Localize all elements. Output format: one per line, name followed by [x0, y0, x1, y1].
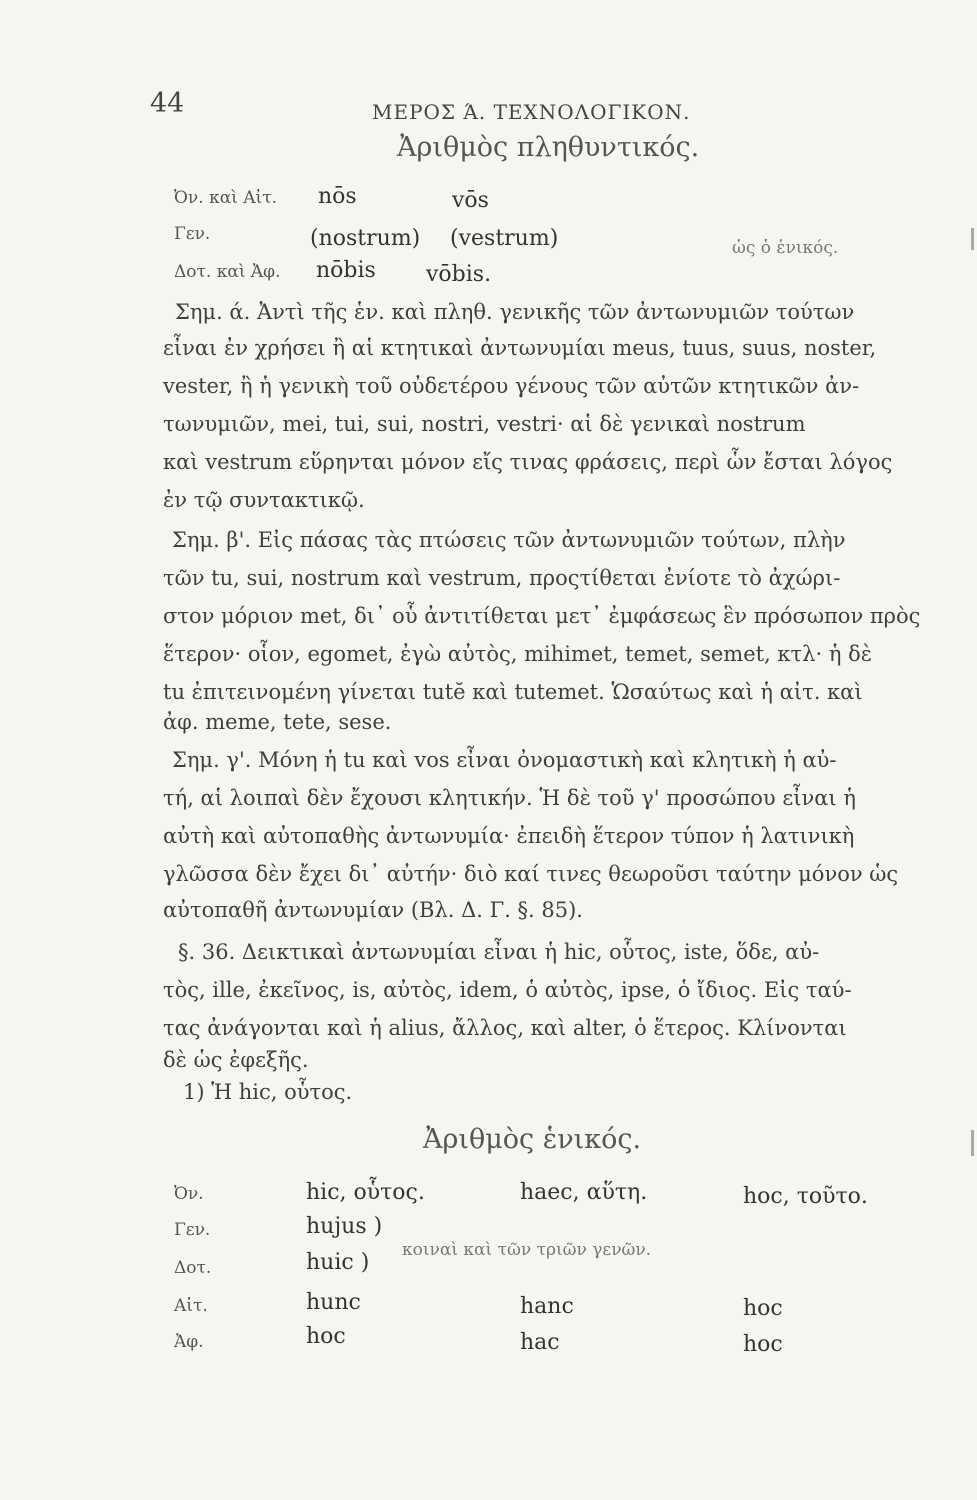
form-masculine: hujus ) [306, 1214, 383, 1239]
form-first-person: (nostrum) [310, 226, 421, 251]
note-line: στον μόριον met, δι᾽ οὗ ἀντιτίθεται μετ᾽ ἐμφάσεως ἓν πρόσωπον πρὸς [163, 604, 921, 628]
note-line: tu ἐπιτεινομένη γίνεται tutĕ καὶ tutemet. Ὡσαύτως καὶ ἡ αἰτ. καὶ [163, 680, 863, 704]
note-line: ἀφ. meme, tete, sese. [163, 710, 392, 734]
page-number: 44 [150, 88, 185, 119]
section-36-line: τὸς, ille, ἐκεῖνος, is, αὐτὸς, idem, ὁ αὐτὸς, ipse, ὁ ἴδιος. Εἰς ταύ- [163, 978, 852, 1002]
section-36-line: δὲ ὡς ἐφεξῆς. [163, 1048, 309, 1072]
case-label: Ὀν. [174, 1184, 204, 1204]
case-label: Ὀν. καὶ Αἰτ. [174, 188, 278, 208]
note-line: τή, αἱ λοιπαὶ δὲν ἔχουσι κλητικήν. Ἡ δὲ τοῦ γ' προσώπου εἶναι ἡ [163, 786, 856, 810]
case-label: Γεν. [174, 1220, 211, 1240]
note-line: αὐτὴ καὶ αὐτοπαθὴς ἀντωνυμία· ἐπειδὴ ἕτερον τύπον ἡ λατινικὴ [163, 824, 855, 848]
note-line: τῶν tu, sui, nostrum καὶ vestrum, προςτίθεται ἐνίοτε τὸ ἀχώρι- [163, 566, 841, 590]
case-label: Ἀφ. [174, 1332, 204, 1352]
case-label: Δοτ. καὶ Ἀφ. [174, 262, 281, 282]
scan-edge-mark [971, 1130, 974, 1156]
note-line: αὐτοπαθῆ ἀντωνυμίαν (Βλ. Δ. Γ. §. 85). [163, 898, 583, 922]
form-masculine: huic ) [306, 1250, 370, 1275]
form-feminine: hac [520, 1330, 560, 1355]
plural-genitive-note: ὡς ὁ ἑνικός. [732, 238, 839, 258]
form-first-person: nōs [318, 184, 357, 209]
note-line: Σημ. ά. Ἀντὶ τῆς ἑν. καὶ πληθ. γενικῆς τῶν ἀντωνυμιῶν τούτων [175, 300, 855, 324]
note-line: ἕτερον· οἷον, egomet, ἐγὼ αὐτὸς, mihimet, temet, semet, κτλ· ἡ δὲ [163, 642, 872, 666]
scan-edge-mark [971, 228, 974, 250]
item-hic: 1) Ἡ hic, οὗτος. [183, 1080, 353, 1104]
form-neuter: hoc [743, 1296, 783, 1321]
note-line: τωνυμιῶν, mei, tui, sui, nostri, vestri· αἱ δὲ γενικαὶ nostrum [163, 412, 806, 436]
form-feminine: hanc [520, 1294, 574, 1319]
note-line: Σημ. γ'. Μόνη ἡ tu καὶ vos εἶναι ὀνομαστικὴ καὶ κλητικὴ ἡ αὐ- [172, 748, 837, 772]
note-line: Σημ. β'. Εἰς πάσας τὰς πτώσεις τῶν ἀντωνυμιῶν τούτων, πλὴν [172, 528, 846, 552]
common-gender-note: κοιναὶ καὶ τῶν τριῶν γενῶν. [402, 1240, 652, 1260]
note-line: γλῶσσα δὲν ἔχει δι᾽ αὐτήν· διὸ καί τινες θεωροῦσι ταύτην μόνον ὡς [163, 862, 899, 886]
form-masculine: hunc [306, 1290, 361, 1315]
case-label: Γεν. [174, 224, 211, 244]
form-second-person: vōbis. [426, 262, 492, 287]
note-line: ἐν τῷ συντακτικῷ. [163, 488, 365, 512]
case-label: Δοτ. [174, 1258, 212, 1278]
section-36-line: §. 36. Δεικτικαὶ ἀντωνυμίαι εἶναι ἡ hic, οὗτος, iste, ὅδε, αὐ- [178, 940, 820, 964]
form-neuter: hoc, τοῦτο. [743, 1184, 868, 1209]
note-line: vester, ἢ ἡ γενικὴ τοῦ οὐδετέρου γένους τῶν αὐτῶν κτητικῶν ἀν- [163, 374, 860, 398]
form-feminine: haec, αὕτη. [520, 1180, 648, 1205]
form-second-person: vōs [452, 188, 489, 213]
plural-title: Ἀριθμὸς πληθυντικός. [397, 132, 700, 163]
section-36-line: τας ἀνάγονται καὶ ἡ alius, ἄλλος, καὶ alter, ὁ ἕτερος. Κλίνονται [163, 1016, 847, 1040]
note-line: εἶναι ἐν χρήσει ἢ αἱ κτητικαὶ ἀντωνυμίαι meus, tuus, suus, noster, [163, 336, 877, 360]
form-second-person: (vestrum) [450, 226, 559, 251]
form-masculine: hoc [306, 1324, 346, 1349]
form-first-person: nōbis [316, 258, 376, 283]
case-label: Αἰτ. [174, 1296, 208, 1316]
form-masculine: hic, οὗτος. [306, 1180, 425, 1205]
form-neuter: hoc [743, 1332, 783, 1357]
singular-title: Ἀριθμὸς ἑνικός. [423, 1124, 642, 1155]
running-head: ΜΕΡΟΣ Ά. ΤΕΧΝΟΛΟΓΙΚΟΝ. [372, 100, 691, 124]
note-line: καὶ vestrum εὕρηνται μόνον εἴς τινας φράσεις, περὶ ὧν ἔσται λόγος [163, 450, 893, 474]
